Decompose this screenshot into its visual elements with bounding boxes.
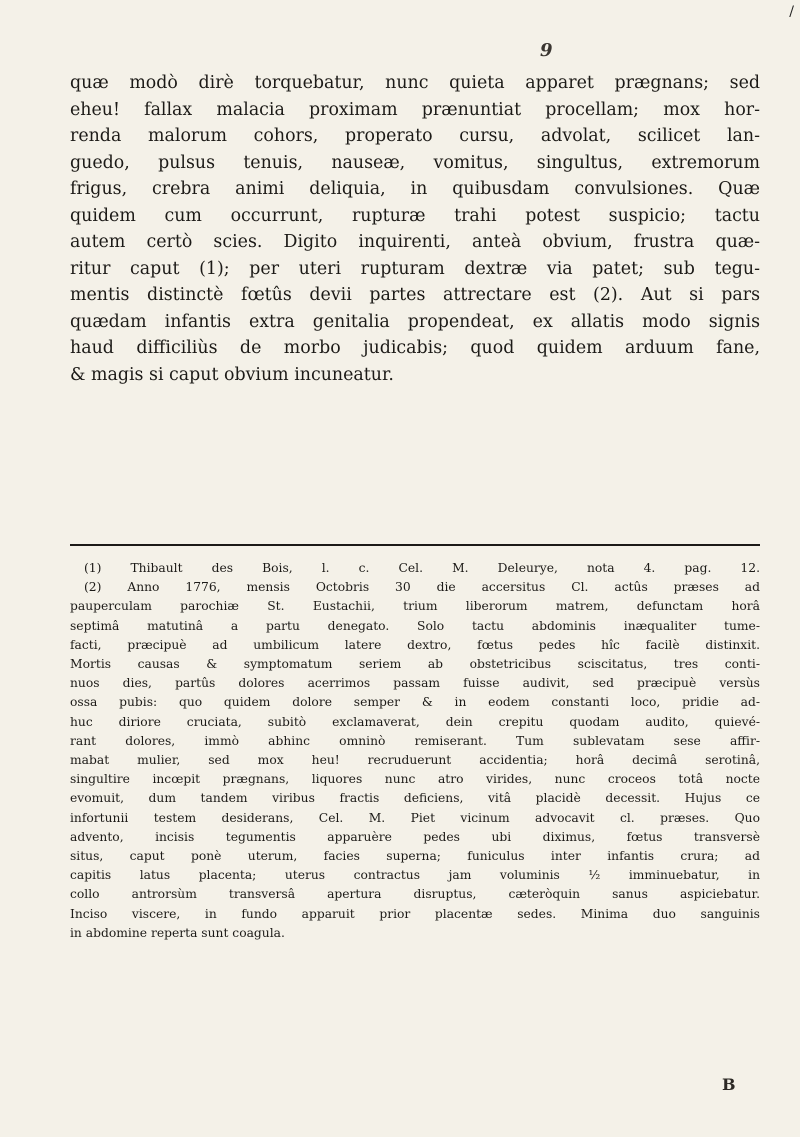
page-number: 9 bbox=[540, 40, 553, 61]
body-line: quæ modò dirè torquebatur, nunc quieta apparet prægnans; sed bbox=[70, 73, 760, 93]
footnotes bbox=[70, 559, 760, 943]
footnote-line: ossa pubis: quo quidem dolore semper & in eodem constanti loco, pridie ad- bbox=[70, 695, 760, 710]
footnote-line: advento, incisis tegumentis apparuère pedes ubi diximus, fœtus transversè bbox=[70, 829, 760, 844]
footnote-line: rant dolores, immò abhinc omninò remiserant. Tum sublevatam sese affir- bbox=[70, 733, 760, 748]
footnote-line: huc diriore cruciata, subitò exclamaverat, dein crepitu quodam audito, quievé- bbox=[70, 714, 760, 729]
footnote-line: nuos dies, partûs dolores acerrimos passam fuisse audivit, sed præcipuè versùs bbox=[70, 676, 760, 691]
body-line: mentis distinctè fœtûs devii partes attrectare est (2). Aut si pars bbox=[70, 285, 760, 305]
main-body-text bbox=[70, 70, 760, 388]
signature-mark: B bbox=[722, 1075, 736, 1094]
footnote-line: collo antrorsùm transversâ apertura disruptus, cæteròquin sanus aspiciebatur. bbox=[70, 887, 760, 902]
footnote-line: Inciso viscere, in fundo apparuit prior placentæ sedes. Minima duo sanguinis bbox=[70, 906, 760, 921]
footnote-line: situs, caput ponè uterum, facies superna; funiculus inter infantis crura; ad bbox=[70, 849, 760, 864]
body-line: ritur caput (1); per uteri rupturam dextræ via patet; sub tegu- bbox=[70, 258, 760, 279]
footnote-line: in abdomine reperta sunt coagula. bbox=[70, 925, 285, 940]
body-line: autem certò scies. Digito inquirenti, anteà obvium, frustra quæ- bbox=[70, 232, 760, 252]
body-line: quidem cum occurrunt, rupturæ trahi potest suspicio; tactu bbox=[70, 205, 760, 226]
footnote-line: pauperculam parochiæ St. Eustachii, trium liberorum matrem, defunctam horâ bbox=[70, 599, 760, 614]
footnote-line: (1) Thibault des Bois, l. c. Cel. M. Deleurye, nota 4. pag. 12. bbox=[84, 561, 760, 575]
body-line: eheu! fallax malacia proximam prænuntiat procellam; mox hor- bbox=[70, 99, 760, 120]
body-line: renda malorum cohors, properato cursu, advolat, scilicet lan- bbox=[70, 126, 760, 146]
footnote-line: Mortis causas & symptomatum seriem ab obstetricibus sciscitatus, tres conti- bbox=[70, 657, 760, 672]
footnote-line: (2) Anno 1776, mensis Octobris 30 die accersitus Cl. actûs præses ad bbox=[84, 580, 760, 595]
footnote-line: capitis latus placenta; uterus contractus jam voluminis ½ imminuebatur, in bbox=[70, 868, 760, 883]
body-line: & magis si caput obvium incuneatur. bbox=[70, 364, 394, 385]
corner-mark: / bbox=[789, 4, 794, 20]
body-line: haud difficiliùs de morbo judicabis; quod quidem arduum fane, bbox=[70, 338, 760, 358]
footnote-line: facti, præcipuè ad umbilicum latere dextro, fœtus pedes hîc facilè distinxit. bbox=[70, 637, 760, 652]
footnote-line: singultire incœpit prægnans, liquores nunc atro virides, nunc croceos totâ nocte bbox=[70, 772, 760, 787]
footnote-line: mabat mulier, sed mox heu! recruduerunt accidentia; horâ decimâ serotinâ, bbox=[70, 753, 760, 768]
body-line: quædam infantis extra genitalia propendeat, ex allatis modo signis bbox=[70, 311, 760, 332]
footnote-line: evomuit, dum tandem viribus fractis deficiens, vitâ placidè decessit. Hujus ce bbox=[70, 791, 760, 806]
footnote-line: septimâ matutinâ a partu denegato. Solo tactu abdominis inæqualiter tume- bbox=[70, 618, 760, 633]
footnote-divider bbox=[70, 544, 760, 546]
body-line: guedo, pulsus tenuis, nauseæ, vomitus, singultus, extremorum bbox=[70, 152, 760, 173]
footnote-line: infortunii testem desiderans, Cel. M. Piet vicinum advocavit cl. præses. Quo bbox=[70, 810, 760, 825]
body-line: frigus, crebra animi deliquia, in quibusdam convulsiones. Quæ bbox=[70, 179, 760, 199]
